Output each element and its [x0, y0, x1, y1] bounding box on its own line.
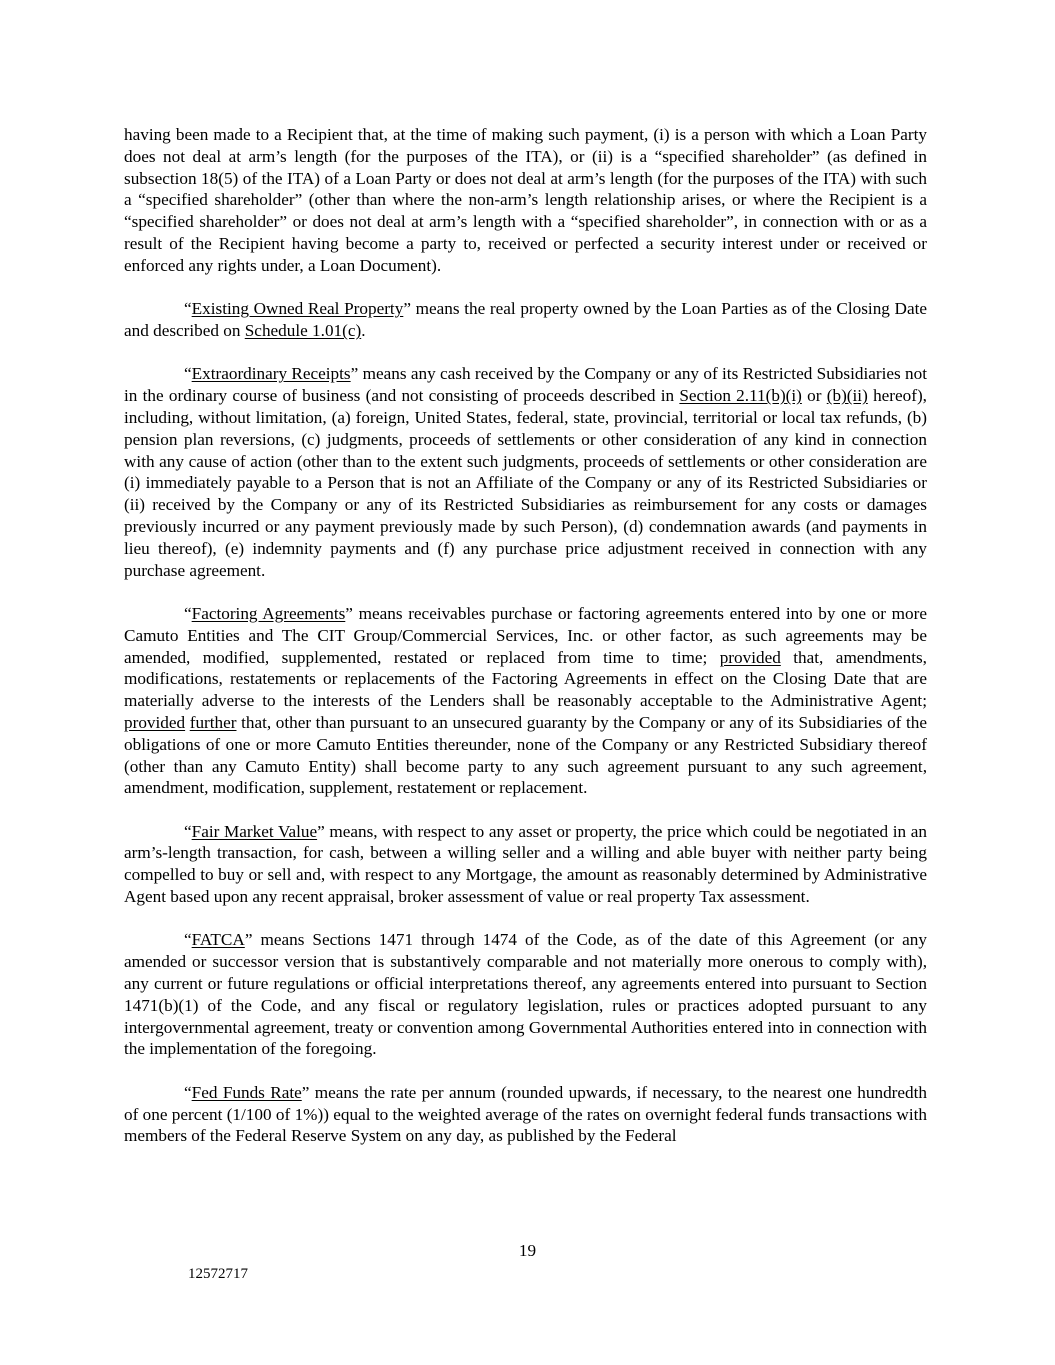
- defined-term: Factoring Agreements: [191, 603, 346, 623]
- proviso-term: provided: [124, 712, 186, 732]
- defined-term: Extraordinary Receipts: [191, 364, 351, 384]
- proviso-term: further: [189, 712, 237, 732]
- defined-term: FATCA: [191, 930, 245, 950]
- defined-term: Fair Market Value: [191, 821, 318, 841]
- definition-extraordinary-receipts: “Extraordinary Receipts” means any cash received by the Company or any of its Restricted Subsidiaries not in the ordinary course of business (and not consisting of proceeds described in Section 2.11(b)(i) or (b)(ii) hereof), including, without limitation, (a) foreign, United States, federal, state, provincial, territorial or local tax refunds, (b) pension plan reversions, (c) judgments, proceeds of settlements or other consideration of any kind in connection with any cause of action (other than to the extent such judgments, proceeds of settlements or other consideration are (i) immediately payable to a Person that is not an Affiliate of the Company or any of its Restricted Subsidiaries or (ii) received by the Company or any of its Restricted Subsidiaries as reimbursement for any costs or damages previously incurred or any payment previously made by such Person), (d) condemnation awards (and payments in lieu thereof), (e) indemnity payments and (f) any purchase price adjustment received in connection with any purchase agreement.: [124, 364, 927, 580]
- proviso-term: provided: [719, 647, 781, 667]
- document-page: [124, 124, 927, 1169]
- defined-term: Fed Funds Rate: [191, 1082, 302, 1102]
- definition-factoring-agreements: “Factoring Agreements” means receivables purchase or factoring agreements entered into by one or more Camuto Entities and The CIT Group/Commercial Services, Inc. or other factor, as such agreements may be amended, modified, supplemented, restated or replaced from time to time; provided that, amendments, modifications, restatements or replacements of the Factoring Agreements in effect on the Closing Date that are materially adverse to the interests of the Lenders shall be reasonably acceptable to the Administrative Agent; provided further that, other than pursuant to an unsecured guaranty by the Company or any of its Subsidiaries of the obligations of one or more Camuto Entities thereunder, none of the Company or any Restricted Subsidiary thereof (other than any Camuto Entity) shall become party to any such agreement pursuant to any such agreement, amendment, modification, supplement, restatement or replacement.: [124, 603, 928, 798]
- definition-existing-owned-real-property: “Existing Owned Real Property” means the real property owned by the Loan Parties as of the Closing Date and described on Schedule 1.01(c).: [124, 299, 928, 340]
- definition-fatca: “FATCA” means Sections 1471 through 1474 of the Code, as of the date of this Agreement (or any amended or successor version that is substantively comparable and not materially more onerous to comply with), any current or future regulations or official interpretations thereof, any agreements entered into pursuant to Section 1471(b)(1) of the Code, and any fiscal or regulatory legislation, rules or practices adopted pursuant to any intergovernmental agreement, treaty or convention among Governmental Authorities entered into in connection with the implementation of the foregoing.: [124, 930, 927, 1059]
- definition-fed-funds-rate: “Fed Funds Rate” means the rate per annum (rounded upwards, if necessary, to the nearest one hundredth of one percent (1/100 of 1%)) equal to the weighted average of the rates on overnight federal funds transactions with members of the Federal Reserve System on any day, as published by the Federal: [124, 1082, 927, 1146]
- definition-fair-market-value: “Fair Market Value” means, with respect to any asset or property, the price which could be negotiated in an arm’s-length transaction, for cash, between a willing seller and a willing and able buyer with neither party being compelled to buy or sell and, with respect to any Mortgage, the amount as reasonably determined by Administrative Agent based upon any recent appraisal, broker assessment of value or real property Tax assessment.: [124, 821, 927, 907]
- section-reference: (b)(ii): [826, 386, 868, 406]
- page-number: 19: [518, 1241, 537, 1260]
- section-reference: Section 2.11(b)(i): [679, 386, 802, 406]
- defined-term: Existing Owned Real Property: [191, 299, 404, 319]
- paragraph-continuation: having been made to a Recipient that, at the time of making such payment, (i) is a person with which a Loan Party does not deal at arm’s length (for the purposes of the ITA), or (ii) is a “specified shareholder” (as defined in subsection 18(5) of the ITA) of a Loan Party or does not deal at arm’s length (for the purposes of the ITA) with such a “specified shareholder” (other than where the non-arm’s length relationship arises, or where the Recipient is a “specified shareholder” or does not deal at arm’s length with a “specified shareholder”, in connection with or as a result of the Recipient having become a party to, received or perfected a security interest under or received or enforced any rights under, a Loan Document).: [124, 125, 927, 275]
- document-id: 12572717: [188, 1266, 248, 1282]
- schedule-reference: Schedule 1.01(c): [244, 320, 362, 340]
